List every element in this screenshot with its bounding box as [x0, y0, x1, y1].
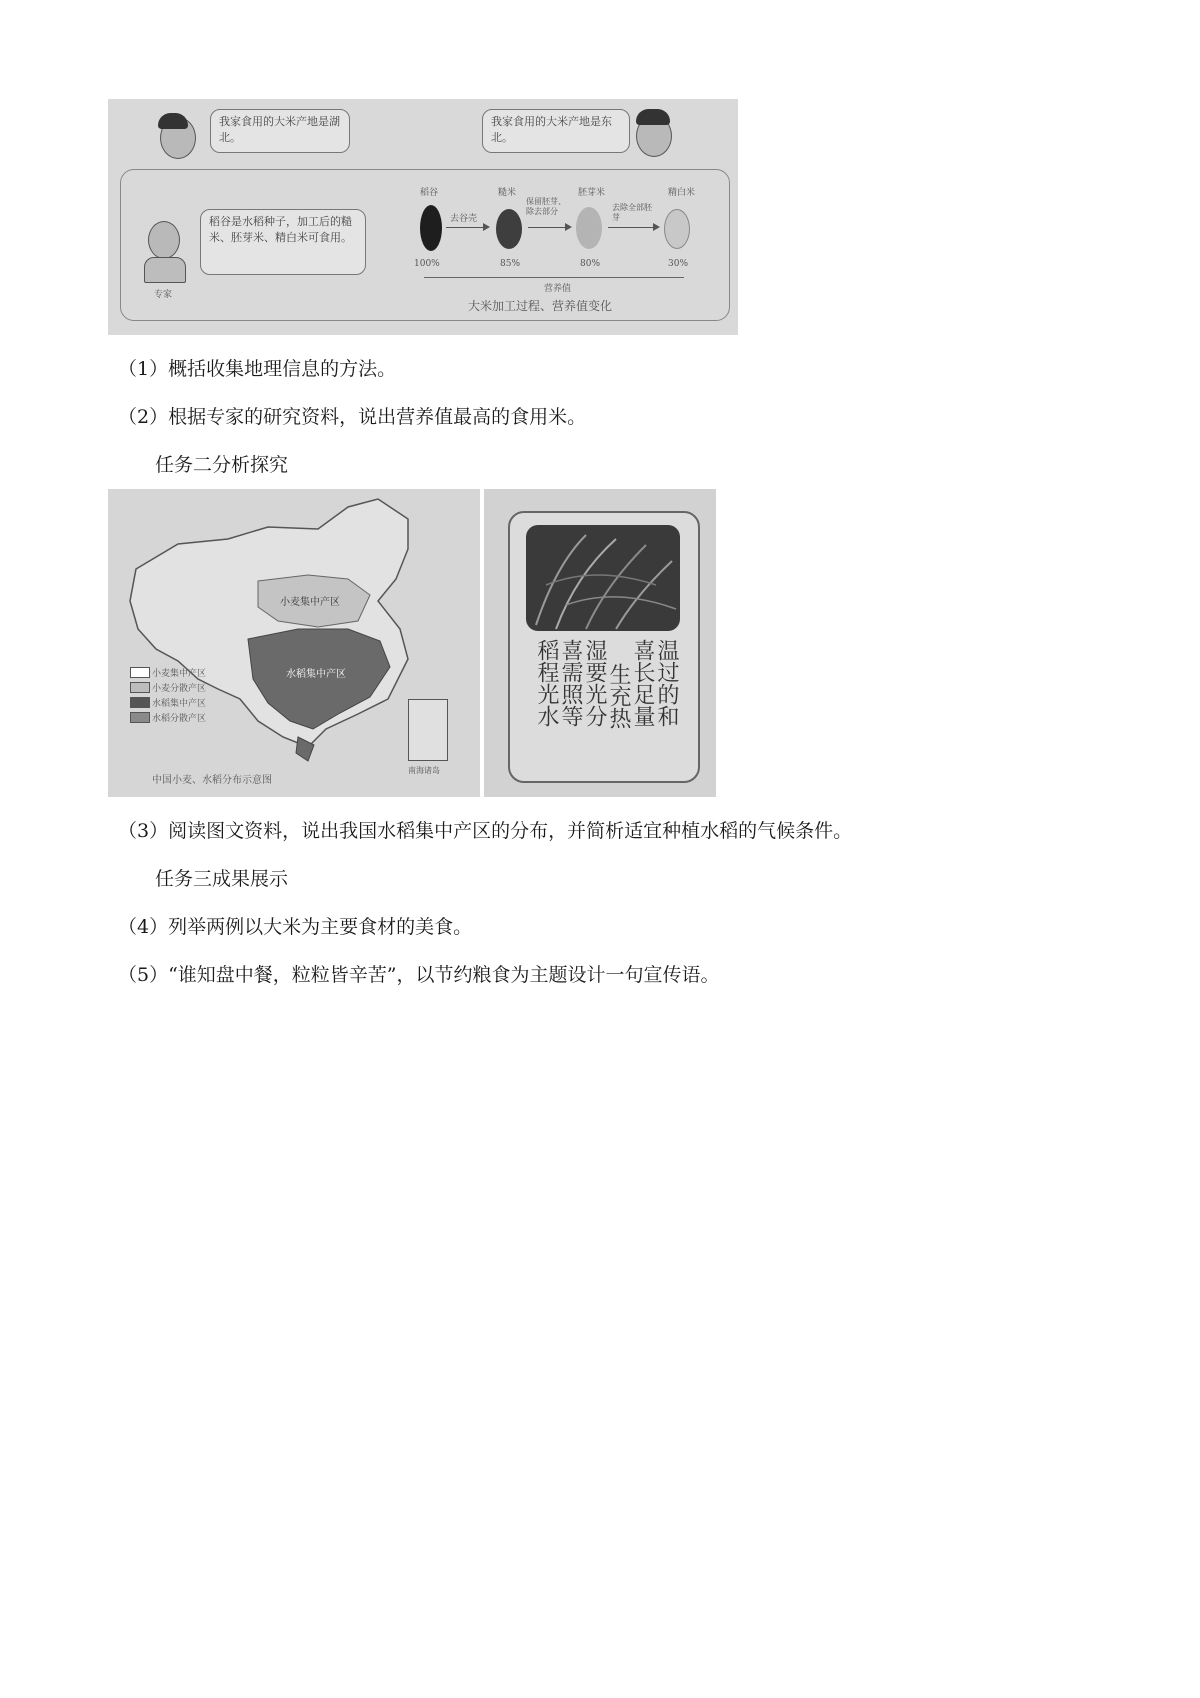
rice-stalks-drawing: [526, 525, 680, 631]
grain-germ-rice: [576, 207, 602, 249]
map-label-rice: 水稻集中产区: [286, 669, 346, 680]
inset-label: 南海诸岛: [408, 766, 440, 775]
legend-swatch-3: [130, 697, 150, 708]
card-column-5: 喜需照等: [558, 639, 583, 727]
rice-wheat-figure: [108, 489, 716, 797]
legend-text-2: 小麦分散产区: [152, 684, 207, 694]
card-column-3: 生充热: [606, 663, 631, 729]
china-map-panel: [108, 489, 480, 797]
grain-brown-rice: [496, 209, 522, 249]
grain-white-rice: [664, 209, 690, 249]
nutrition-value-1: 100%: [414, 259, 440, 269]
expert-body: [144, 257, 186, 283]
card-column-1: 温过的和: [654, 639, 679, 727]
legend-text-4: 水稻分散产区: [152, 714, 207, 724]
grain-paddy: [420, 205, 442, 251]
nutrition-axis: [424, 277, 684, 278]
rice-card-panel: [484, 489, 716, 797]
legend-swatch-2: [130, 682, 150, 693]
card-column-2: 喜长足量: [630, 639, 655, 727]
rice-plant-photo: [526, 525, 680, 631]
south-china-sea-inset: [408, 699, 448, 761]
process-arrow-2: [528, 227, 570, 228]
student-right-bubble: 我家食用的大米产地是东北。: [482, 109, 630, 153]
nutrition-value-2: 85%: [500, 259, 521, 269]
legend-swatch-4: [130, 712, 150, 723]
stage-label-2: 糙米: [498, 188, 517, 198]
map-label-wheat: 小麦集中产区: [280, 597, 340, 608]
student-left-hair: [158, 113, 188, 129]
student-left-bubble: 我家食用的大米产地是湖北。: [210, 109, 350, 153]
process-arrow-1: [446, 227, 488, 228]
process-step-3: 去除全部胚芽: [612, 203, 652, 222]
nutrition-value-4: 30%: [668, 259, 689, 269]
question-5: （5）“谁知盘中餐，粒粒皆辛苦”，以节约粮食为主题设计一句宣传语。: [118, 964, 720, 986]
expert-avatar: [148, 221, 180, 259]
task-2-heading: 任务二分析探究: [155, 454, 289, 476]
rice-processing-figure: [108, 99, 738, 335]
legend-text-3: 水稻集中产区: [152, 699, 207, 709]
student-right-hair: [636, 109, 670, 125]
stage-label-3: 胚芽米: [578, 188, 606, 198]
process-step-1: 去谷壳: [450, 214, 478, 224]
rice-card-text-area: [524, 639, 684, 769]
expert-bubble: 稻谷是水稻种子，加工后的糙米、胚芽米、精白米可食用。: [200, 209, 366, 275]
stage-label-4: 精白米: [668, 188, 696, 198]
legend-text-1: 小麦集中产区: [152, 669, 207, 679]
question-4: （4）列举两例以大米为主要食材的美食。: [118, 916, 473, 938]
card-column-4: 湿要光分: [582, 639, 607, 727]
question-2: （2）根据专家的研究资料，说出营养值最高的食用米。: [118, 406, 587, 428]
question-3: （3）阅读图文资料，说出我国水稻集中产区的分布，并简析适宜种植水稻的气候条件。: [118, 820, 853, 842]
stage-label-1: 稻谷: [420, 188, 439, 198]
expert-label: 专家: [154, 290, 173, 300]
task-3-heading: 任务三成果展示: [155, 868, 289, 890]
nutrition-label: 营养值: [544, 284, 572, 294]
card-column-6: 稻程光水: [534, 639, 559, 727]
question-1: （1）概括收集地理信息的方法。: [118, 358, 397, 380]
legend-swatch-1: [130, 667, 150, 678]
process-arrow-3: [608, 227, 658, 228]
process-step-2: 保留胚芽、除去部分: [526, 197, 566, 216]
map-caption: 中国小麦、水稻分布示意图: [152, 775, 272, 786]
figure1-caption: 大米加工过程、营养值变化: [468, 299, 613, 313]
nutrition-value-3: 80%: [580, 259, 601, 269]
